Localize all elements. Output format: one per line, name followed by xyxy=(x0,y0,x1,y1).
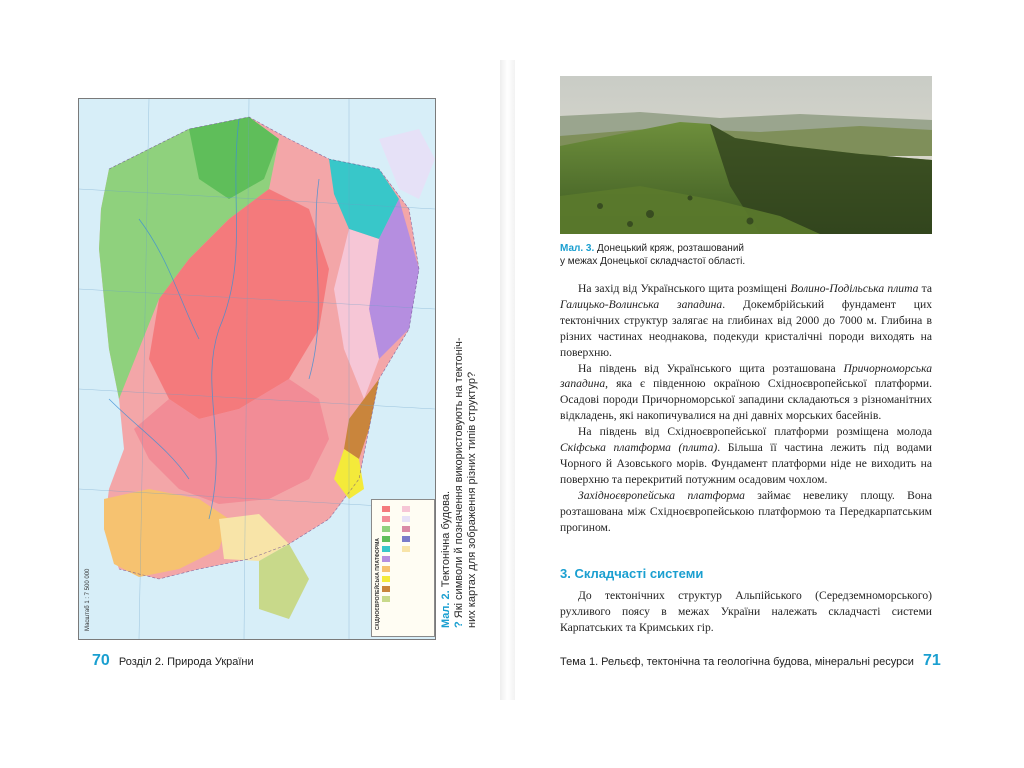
paragraph-4 xyxy=(560,488,932,536)
p2-text-b: , яка є південною окраїною Східноєвропейської платформи. Осадові породи Причорноморської западини складаються з різноманітних відкладень, які накопичувалися на дні давніх морських басейнів. xyxy=(560,377,932,423)
p1-italic-2: Галицько-Волинська западина xyxy=(560,297,723,311)
map-legend xyxy=(371,499,435,637)
p4-text-a: займає невелику площу. Вона розташована між Східноєвропейською платформою та Передкарпатським прогином. xyxy=(560,488,932,534)
donetsk-ridge-photo xyxy=(560,76,932,234)
figure-caption-label: Мал. 2. xyxy=(440,590,452,628)
book-spine xyxy=(500,60,515,700)
paragraph-3 xyxy=(560,424,932,488)
legend-title: СХІДНОЄВРОПЕЙСЬКА ПЛАТФОРМА xyxy=(375,538,381,630)
p3-text-a: На південь від Східноєвропейської платформи розміщена молода xyxy=(578,425,932,439)
section-text xyxy=(560,588,932,636)
figure-question-line1 xyxy=(453,337,466,628)
photo-caption-line1: Донецький кряж, розташований xyxy=(597,243,744,254)
right-page-number: 71 xyxy=(922,652,941,669)
p1-text-c: . Докембрійський фундамент цих тектонічних структур залягає на глибинах від 2000 до 7000 м. Глибина в різних частинах неоднакова, подекуди кристалічні породи виходять на поверхню. xyxy=(560,297,932,359)
p3-text-b: . Більша її частина лежить під водами Чорного й Азовського морів. Фундамент платформи ніде не виходить на поверхню та перекритий потужним осадовим чохлом. xyxy=(560,441,932,486)
p2-text-a: На південь від Українського щита розташована xyxy=(578,361,844,375)
figure-question-line2 xyxy=(466,372,479,628)
figure-caption-line1 xyxy=(440,491,453,628)
p2-italic-1: Причорноморська западина xyxy=(560,361,932,391)
p1-text-b: та xyxy=(918,282,932,295)
figure-caption-text: Тектонічна будова. xyxy=(440,490,452,588)
p3-italic-1: Скіфська платформа (плита) xyxy=(560,441,718,455)
p1-text-a: На захід від Українського щита розміщені xyxy=(578,282,791,295)
section-paragraph: До тектонічних структур Альпійського (Середземноморського) рухливого поясу в межах України належать складчасті системи Карпатських та Кримських гір. xyxy=(560,589,932,634)
figure-question-text-2: них картах для зображення різних типів структур? xyxy=(466,371,478,628)
right-footer xyxy=(560,652,941,670)
section-heading: 3. Складчасті системи xyxy=(560,566,704,581)
legend-swatches xyxy=(372,500,434,636)
photo-caption-line2: у межах Донецької складчастої області. xyxy=(560,256,746,267)
left-footer xyxy=(92,652,254,670)
paragraph-1 xyxy=(560,281,932,361)
p1-italic-1: Волино-Подільська плита xyxy=(790,282,919,295)
body-text xyxy=(560,281,932,536)
figure-question-text-1: Які символи й позначення використовують на тектоніч- xyxy=(453,337,465,619)
map-scale: Масштаб 1 : 7 500 000 xyxy=(85,568,91,631)
photo-caption-label: Мал. 3. xyxy=(560,243,595,254)
left-section-title: Розділ 2. Природа України xyxy=(118,656,254,668)
landscape-photo xyxy=(560,76,932,234)
paragraph-2 xyxy=(560,361,932,425)
photo-caption xyxy=(560,242,940,268)
p4-italic-1: Західноєвропейська платформа xyxy=(578,488,745,502)
right-topic-title: Тема 1. Рельєф, тектонічна та геологічна будова, мінеральні ресурси xyxy=(560,656,914,668)
left-page-number: 70 xyxy=(92,652,110,669)
question-mark: ? xyxy=(453,621,465,628)
tectonic-map xyxy=(78,98,436,640)
